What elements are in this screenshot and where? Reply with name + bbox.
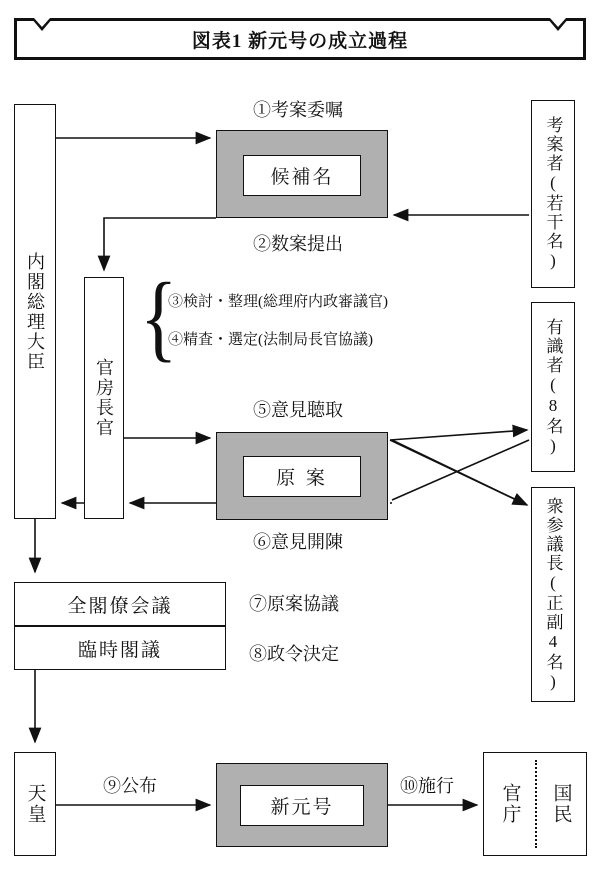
box-government-agency: 官庁 — [489, 762, 531, 846]
box-candidate-names: 候補名 — [243, 155, 361, 196]
label-step-8: ⑧政令決定 — [249, 644, 339, 664]
box-experts: 有識者(8名) — [531, 302, 575, 472]
label-step-10: ⑩施行 — [400, 776, 454, 796]
label-step-9: ⑨公布 — [103, 776, 157, 796]
box-full-cabinet-meeting: 全閣僚会議 — [14, 582, 226, 626]
banner-notch-right-inner-icon — [550, 18, 566, 27]
box-drafters: 考案者(若干名) — [531, 100, 575, 288]
box-extraordinary-cabinet-meeting: 臨時閣議 — [14, 626, 226, 670]
box-citizens: 国民 — [540, 762, 582, 846]
box-chief-cabinet-secretary: 官房長官 — [84, 277, 124, 519]
box-emperor: 天皇 — [14, 752, 56, 856]
label-step-2: ②数案提出 — [253, 234, 343, 254]
agency-citizens-divider — [535, 760, 537, 848]
box-new-era-name: 新元号 — [240, 785, 364, 826]
chart-title: 図表1 新元号の成立過程 — [191, 30, 409, 52]
label-step-4: ④精査・選定(法制局長官協議) — [168, 332, 373, 348]
label-step-5: ⑤意見聴取 — [253, 400, 343, 420]
label-step-1: ①考案委嘱 — [253, 100, 343, 120]
box-draft: 原 案 — [243, 456, 361, 497]
label-step-7: ⑦原案協議 — [249, 594, 339, 614]
box-prime-minister: 内閣総理大臣 — [14, 104, 56, 519]
box-diet-heads: 衆参議長(正副4名) — [531, 487, 575, 702]
brace-icon: { — [140, 262, 178, 371]
title-banner — [14, 18, 586, 60]
label-step-6: ⑥意見開陳 — [253, 532, 343, 552]
label-step-3: ③検討・整理(総理府内政審議官) — [168, 294, 388, 310]
banner-notch-left-inner-icon — [34, 18, 50, 27]
